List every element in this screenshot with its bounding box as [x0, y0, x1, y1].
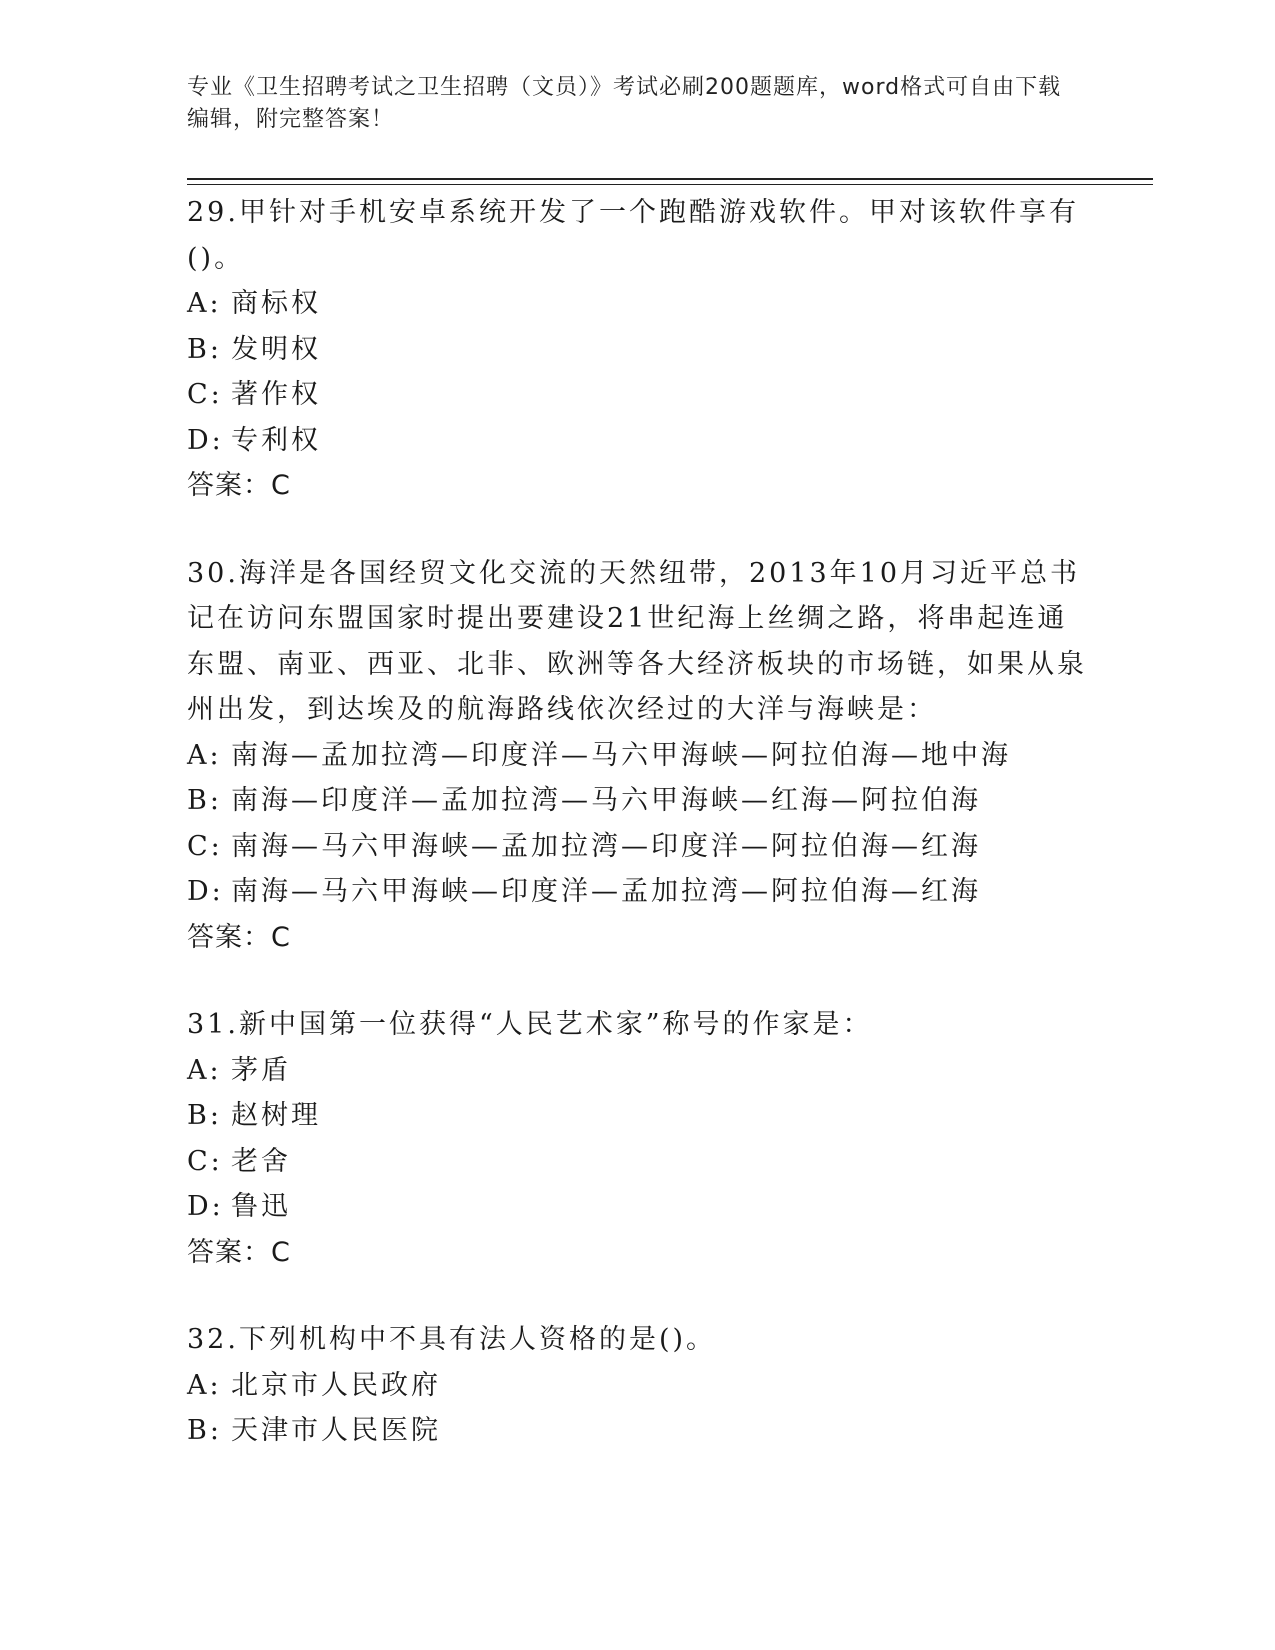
answer: 答案：C [187, 921, 291, 953]
option-key: B: [187, 1100, 222, 1131]
option-text: 商标权 [231, 288, 321, 319]
option-key: B: [187, 1415, 222, 1446]
option-key: D: [187, 1191, 224, 1222]
option-text: 老舍 [231, 1145, 291, 1177]
question-stem: 31.新中国第一位获得“人民艺术家”称号的作家是： [187, 1009, 873, 1040]
option-key: A: [187, 288, 222, 319]
answer: 答案：C [187, 1236, 291, 1268]
option-a [187, 281, 1087, 327]
question-30 [187, 551, 1087, 961]
header-divider-thick [187, 178, 1153, 180]
option-key: B: [187, 785, 222, 816]
option-text: 著作权 [231, 379, 321, 410]
option-b [187, 1093, 1087, 1139]
option-d [187, 869, 1087, 915]
option-text: 鲁迅 [231, 1191, 291, 1222]
header-divider-thin [187, 184, 1153, 185]
answer: 答案：C [187, 470, 291, 501]
option-text: 北京市人民政府 [231, 1369, 441, 1401]
option-d [187, 1184, 1087, 1230]
option-text: 发明权 [231, 333, 321, 365]
option-b [187, 327, 1087, 373]
option-b [187, 1408, 1087, 1454]
option-key: C: [187, 379, 223, 410]
option-key: C: [187, 1145, 223, 1177]
option-text: 茅盾 [231, 1054, 291, 1086]
option-text: 南海—马六甲海峡—印度洋—孟加拉湾—阿拉伯海—红海 [231, 876, 981, 907]
document-header: 专业《卫生招聘考试之卫生招聘（文员）》考试必刷200题题库，word格式可自由下载编辑，附完整答案！ [187, 75, 1062, 132]
question-29 [187, 190, 1087, 509]
question-list [187, 190, 1087, 1496]
option-text: 南海—马六甲海峡—孟加拉湾—印度洋—阿拉伯海—红海 [231, 830, 981, 862]
option-c [187, 824, 1087, 870]
question-stem: 32.下列机构中不具有法人资格的是()。 [187, 1324, 717, 1355]
question-stem: 30.海洋是各国经贸文化交流的天然纽带，2013年10月习近平总书记在访问东盟国家时提出要建设21世纪海上丝绸之路，将串起连通东盟、南亚、西亚、北非、欧洲等各大经济板块的市场链，如果从泉州出发，到达埃及的航海路线依次经过的大洋与海峡是： [187, 557, 1087, 725]
option-key: D: [187, 424, 224, 456]
option-a [187, 1363, 1087, 1409]
option-key: A: [187, 739, 222, 771]
question-31 [187, 1002, 1087, 1275]
option-c [187, 1139, 1087, 1185]
option-key: A: [187, 1054, 222, 1086]
option-key: A: [187, 1369, 222, 1401]
option-text: 南海—孟加拉湾—印度洋—马六甲海峡—阿拉伯海—地中海 [231, 739, 1011, 771]
option-text: 专利权 [231, 424, 321, 456]
option-key: B: [187, 333, 222, 365]
question-stem: 29.甲针对手机安卓系统开发了一个跑酷游戏软件。甲对该软件享有()。 [187, 197, 1079, 274]
question-32 [187, 1317, 1087, 1454]
option-text: 天津市人民医院 [231, 1415, 441, 1446]
option-key: C: [187, 830, 223, 862]
option-key: D: [187, 876, 224, 907]
option-d [187, 418, 1087, 464]
option-text: 赵树理 [231, 1100, 321, 1131]
option-b [187, 778, 1087, 824]
option-a [187, 733, 1087, 779]
option-c [187, 372, 1087, 418]
option-text: 南海—印度洋—孟加拉湾—马六甲海峡—红海—阿拉伯海 [231, 785, 981, 816]
option-a [187, 1048, 1087, 1094]
